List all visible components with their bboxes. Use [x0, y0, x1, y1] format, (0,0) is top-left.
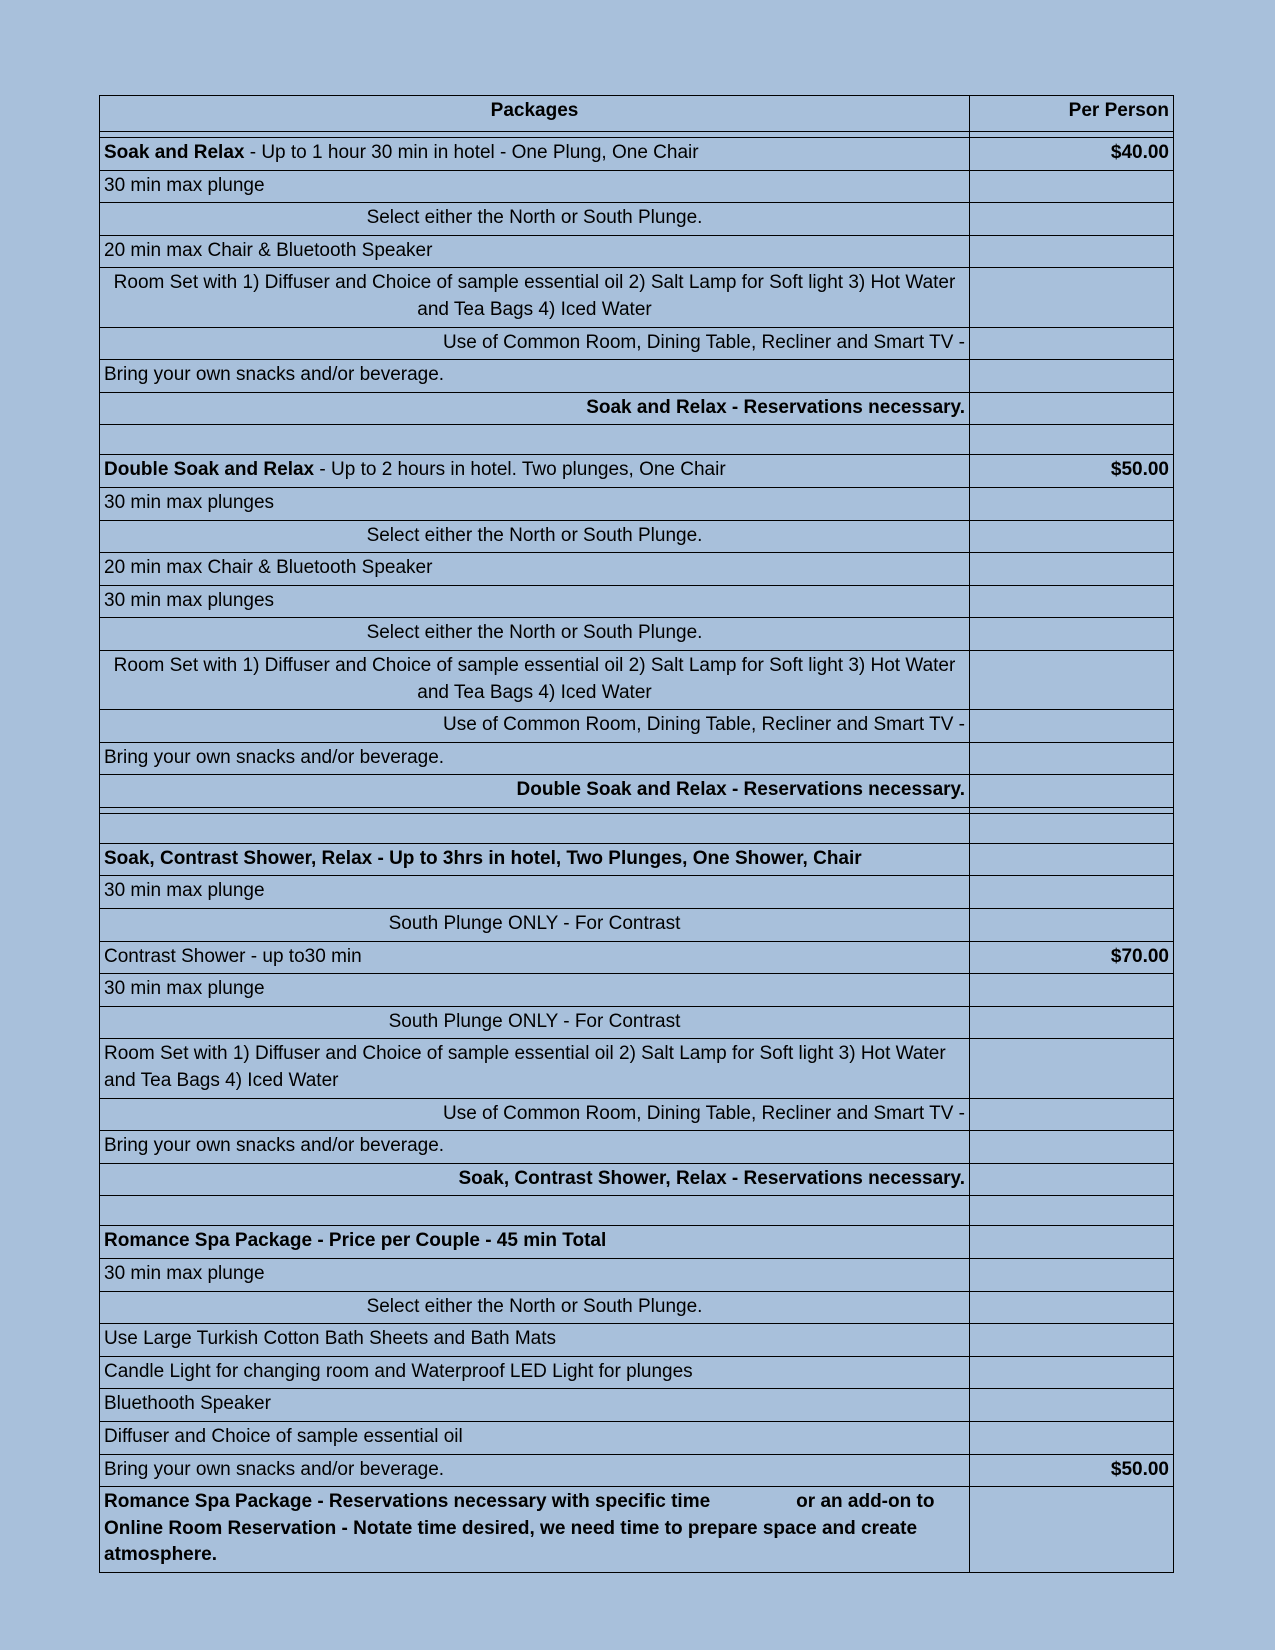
- detail-text: 30 min max plunge: [100, 974, 970, 1007]
- price-cell: [970, 487, 1174, 520]
- price-cell: [970, 585, 1174, 618]
- detail-text: Bring your own snacks and/or beverage.: [100, 360, 970, 393]
- package-name-soak: Soak and Relax: [104, 142, 245, 163]
- table-row: [100, 1291, 1174, 1324]
- detail-text-common-room: Use of Common Room, Dining Table, Recliner and Smart TV -: [100, 710, 970, 743]
- price-cell: [970, 203, 1174, 236]
- package-price-romance: $50.00: [970, 1454, 1174, 1487]
- price-cell: [970, 650, 1174, 709]
- table-row: [100, 710, 1174, 743]
- table-row: [100, 553, 1174, 586]
- blank-cell: [100, 1196, 970, 1226]
- table-row: [100, 520, 1174, 553]
- price-cell: [970, 974, 1174, 1007]
- table-row-romance-note: [100, 1487, 1174, 1573]
- package-title-contrast: Soak, Contrast Shower, Relax - Up to 3hrs in hotel, Two Plunges, One Shower, Chair: [100, 843, 970, 876]
- table-row: [100, 1421, 1174, 1454]
- price-cell: [970, 392, 1174, 425]
- table-row: [100, 392, 1174, 425]
- table-row: [100, 360, 1174, 393]
- table-row: [100, 1131, 1174, 1164]
- romance-note-part1: Romance Spa Package - Reservations necessary with specific time: [104, 1491, 711, 1513]
- price-cell: [970, 876, 1174, 909]
- detail-text-contrast-shower: Contrast Shower - up to30 min: [100, 941, 970, 974]
- price-cell: [970, 618, 1174, 651]
- blank-price-cell: [970, 425, 1174, 455]
- price-cell: [970, 1356, 1174, 1389]
- price-cell: [970, 1039, 1174, 1098]
- detail-text: 30 min max plunge: [100, 170, 970, 203]
- table-row: [100, 1389, 1174, 1422]
- detail-text: Select either the North or South Plunge.: [100, 520, 970, 553]
- price-column-header: Per Person: [970, 96, 1174, 132]
- table-row: [100, 1324, 1174, 1357]
- detail-text: Bring your own snacks and/or beverage.: [100, 1454, 970, 1487]
- table-row: [100, 618, 1174, 651]
- price-cell: [970, 742, 1174, 775]
- table-row-soak-title: [100, 138, 1174, 171]
- detail-text: Select either the North or South Plunge.: [100, 1291, 970, 1324]
- packages-table-body: [100, 96, 1174, 1573]
- detail-text: Bring your own snacks and/or beverage.: [100, 742, 970, 775]
- price-cell: [970, 1259, 1174, 1292]
- table-row: [100, 235, 1174, 268]
- package-title-double: [100, 455, 970, 488]
- price-cell: [970, 327, 1174, 360]
- detail-text: 20 min max Chair & Bluetooth Speaker: [100, 553, 970, 586]
- reservation-note-contrast: Soak, Contrast Shower, Relax - Reservations necessary.: [100, 1163, 970, 1196]
- price-cell: [970, 1291, 1174, 1324]
- detail-text: 20 min max Chair & Bluetooth Speaker: [100, 235, 970, 268]
- table-row: [100, 876, 1174, 909]
- detail-text: Select either the North or South Plunge.: [100, 618, 970, 651]
- blank-cell: [100, 813, 970, 843]
- detail-text: Candle Light for changing room and Waterproof LED Light for plunges: [100, 1356, 970, 1389]
- package-name-double: Double Soak and Relax: [104, 459, 315, 481]
- table-row: [100, 742, 1174, 775]
- packages-table: [99, 95, 1174, 1573]
- table-row: [100, 1259, 1174, 1292]
- price-cell: [970, 235, 1174, 268]
- package-price-double: $50.00: [970, 455, 1174, 488]
- detail-text: 30 min max plunge: [100, 1259, 970, 1292]
- blank-cell: [100, 425, 970, 455]
- detail-text-room-set: Room Set with 1) Diffuser and Choice of sample essential oil 2) Salt Lamp for Soft light 3) Hot Water and Tea Bags 4) Iced Water: [100, 268, 970, 327]
- packages-sheet: [99, 95, 1173, 1573]
- table-row: [100, 1098, 1174, 1131]
- table-row: [100, 203, 1174, 236]
- table-row-contrast-title: [100, 843, 1174, 876]
- price-cell: [970, 775, 1174, 808]
- detail-text: South Plunge ONLY - For Contrast: [100, 909, 970, 942]
- package-desc-soak: - Up to 1 hour 30 min in hotel - One Plung, One Chair: [244, 142, 699, 163]
- table-row: [100, 941, 1174, 974]
- table-row-double-title: [100, 455, 1174, 488]
- table-row: [100, 909, 1174, 942]
- table-row-spacer: [100, 425, 1174, 455]
- package-title-soak: [100, 138, 970, 171]
- table-row: [100, 327, 1174, 360]
- detail-text: Bluethooth Speaker: [100, 1389, 970, 1422]
- table-row: [100, 487, 1174, 520]
- price-cell: [970, 1324, 1174, 1357]
- package-price-soak: $40.00: [970, 138, 1174, 171]
- reservation-note-soak: Soak and Relax - Reservations necessary.: [100, 392, 970, 425]
- price-cell: [970, 843, 1174, 876]
- price-cell: [970, 909, 1174, 942]
- detail-text: South Plunge ONLY - For Contrast: [100, 1006, 970, 1039]
- table-row: [100, 650, 1174, 709]
- price-cell: [970, 710, 1174, 743]
- detail-text: Use Large Turkish Cotton Bath Sheets and Bath Mats: [100, 1324, 970, 1357]
- romance-note-part2: or an add-on to Online Room Reservation - Notate time desired, we need time to prepare space and create atmosphere.: [104, 1491, 935, 1566]
- price-cell: [970, 268, 1174, 327]
- package-desc-double: - Up to 2 hours in hotel. Two plunges, One Chair: [314, 459, 726, 481]
- detail-text-common-room: Use of Common Room, Dining Table, Recliner and Smart TV -: [100, 1098, 970, 1131]
- package-title-romance: Romance Spa Package - Price per Couple - 45 min Total: [100, 1226, 970, 1259]
- reservation-note-double: Double Soak and Relax - Reservations necessary.: [100, 775, 970, 808]
- detail-text: Diffuser and Choice of sample essential oil: [100, 1421, 970, 1454]
- price-cell: [970, 1163, 1174, 1196]
- blank-price-cell: [970, 1196, 1174, 1226]
- table-row: [100, 170, 1174, 203]
- detail-text: Bring your own snacks and/or beverage.: [100, 1131, 970, 1164]
- price-cell: [970, 520, 1174, 553]
- detail-text: 30 min max plunges: [100, 487, 970, 520]
- detail-text-common-room: Use of Common Room, Dining Table, Recliner and Smart TV -: [100, 327, 970, 360]
- price-cell: [970, 1226, 1174, 1259]
- price-cell: [970, 1098, 1174, 1131]
- table-row: [100, 1454, 1174, 1487]
- price-cell: [970, 1421, 1174, 1454]
- package-price-contrast: $70.00: [970, 941, 1174, 974]
- price-cell: [970, 1131, 1174, 1164]
- reservation-note-romance: [100, 1487, 970, 1573]
- table-row: [100, 268, 1174, 327]
- table-row: [100, 1006, 1174, 1039]
- table-row: [100, 585, 1174, 618]
- detail-text: 30 min max plunge: [100, 876, 970, 909]
- page-title: Packages: [100, 96, 970, 132]
- detail-text-room-set: Room Set with 1) Diffuser and Choice of sample essential oil 2) Salt Lamp for Soft light 3) Hot Water and Tea Bags 4) Iced Water: [100, 1039, 970, 1098]
- price-cell: [970, 553, 1174, 586]
- price-cell: [970, 360, 1174, 393]
- table-row: [100, 1163, 1174, 1196]
- table-row: [100, 775, 1174, 808]
- table-row-spacer: [100, 1196, 1174, 1226]
- table-row: [100, 1356, 1174, 1389]
- table-row-romance-title: [100, 1226, 1174, 1259]
- price-cell: [970, 170, 1174, 203]
- table-row: [100, 974, 1174, 1007]
- detail-text: Select either the North or South Plunge.: [100, 203, 970, 236]
- price-cell: [970, 1389, 1174, 1422]
- price-cell: [970, 1487, 1174, 1573]
- table-header-row: [100, 96, 1174, 132]
- detail-text-room-set: Room Set with 1) Diffuser and Choice of sample essential oil 2) Salt Lamp for Soft light 3) Hot Water and Tea Bags 4) Iced Water: [100, 650, 970, 709]
- blank-price-cell: [970, 813, 1174, 843]
- table-row: [100, 1039, 1174, 1098]
- price-cell: [970, 1006, 1174, 1039]
- table-row-spacer: [100, 813, 1174, 843]
- detail-text: 30 min max plunges: [100, 585, 970, 618]
